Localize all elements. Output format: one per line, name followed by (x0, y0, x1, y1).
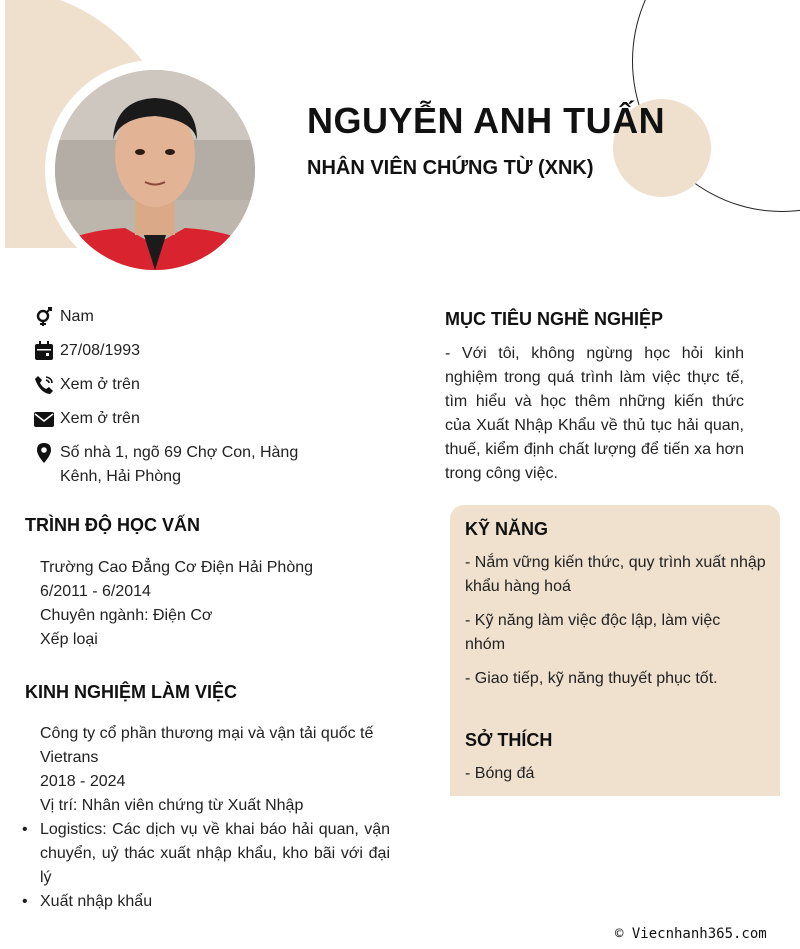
skills-list (465, 551, 780, 701)
personal-info (34, 305, 334, 499)
info-email (34, 407, 334, 431)
objective-heading: MỤC TIÊU NGHỀ NGHIỆP (445, 309, 664, 329)
address-text: Số nhà 1, ngõ 69 Chợ Con, Hàng Kênh, Hải Phòng (60, 444, 299, 485)
phone-icon (34, 375, 54, 395)
experience-company: Công ty cổ phần thương mại và vận tải quốc tế Vietrans (40, 725, 374, 766)
candidate-name: NGUYỄN ANH TUẤN (307, 100, 666, 141)
email-icon (34, 409, 54, 429)
gender-icon (34, 307, 54, 327)
list-item: - Nắm vững kiến thức, quy trình xuất nhập khẩu hàng hoá (465, 554, 766, 595)
education-major: Chuyên ngành: Điện Cơ (40, 607, 213, 624)
list-item: - Giao tiếp, kỹ năng thuyết phục tốt. (465, 670, 718, 687)
calendar-icon (34, 341, 54, 361)
footer-credit: © Viecnhanh365.com (615, 926, 767, 942)
skills-heading: KỸ NĂNG (465, 519, 549, 539)
avatar (55, 70, 255, 270)
phone-text: Xem ở trên (60, 376, 140, 393)
info-gender (34, 305, 334, 329)
location-icon (34, 443, 54, 463)
gender-text: Nam (60, 308, 94, 325)
list-item: - Kỹ năng làm việc độc lập, làm việc nhóm (465, 612, 721, 653)
info-address (34, 441, 334, 489)
experience-bullets (40, 818, 390, 914)
hobbies-heading: SỞ THÍCH (465, 730, 553, 750)
info-phone (34, 373, 334, 397)
education-grade: Xếp loại (40, 631, 98, 648)
birthday-text: 27/08/1993 (60, 342, 141, 359)
email-text: Xem ở trên (60, 410, 140, 427)
education-section (40, 556, 313, 652)
experience-heading: KINH NGHIỆM LÀM VIỆC (25, 682, 238, 702)
list-item: • Logistics: Các dịch vụ về khai báo hải quan, vận chuyển, uỷ thác xuất nhập khẩu, kho bãi với đại lý (40, 818, 390, 890)
candidate-role: NHÂN VIÊN CHỨNG TỪ (XNK) (307, 157, 594, 179)
list-item: • Xuất nhập khẩu (40, 890, 390, 914)
education-period: 6/2011 - 6/2014 (40, 583, 151, 600)
info-birthday (34, 339, 334, 363)
experience-position: Vị trí: Nhân viên chứng từ Xuất Nhập (40, 797, 304, 814)
experience-period: 2018 - 2024 (40, 773, 126, 790)
hobbies-text: - Bóng đá (465, 765, 535, 782)
education-heading: TRÌNH ĐỘ HỌC VẤN (25, 515, 200, 535)
objective-text: - Với tôi, không ngừng học hỏi kinh nghiệm trong quá trình làm việc thực tế, tìm hiểu và học thêm những kiến thức của Xuất Nhập Khẩu về thủ tục hải quan, thuế, kiểm định chất lượng để tiến xa hơn trong công việc. (445, 345, 744, 482)
education-school: Trường Cao Đẳng Cơ Điện Hải Phòng (40, 559, 314, 576)
experience-section (40, 722, 390, 914)
